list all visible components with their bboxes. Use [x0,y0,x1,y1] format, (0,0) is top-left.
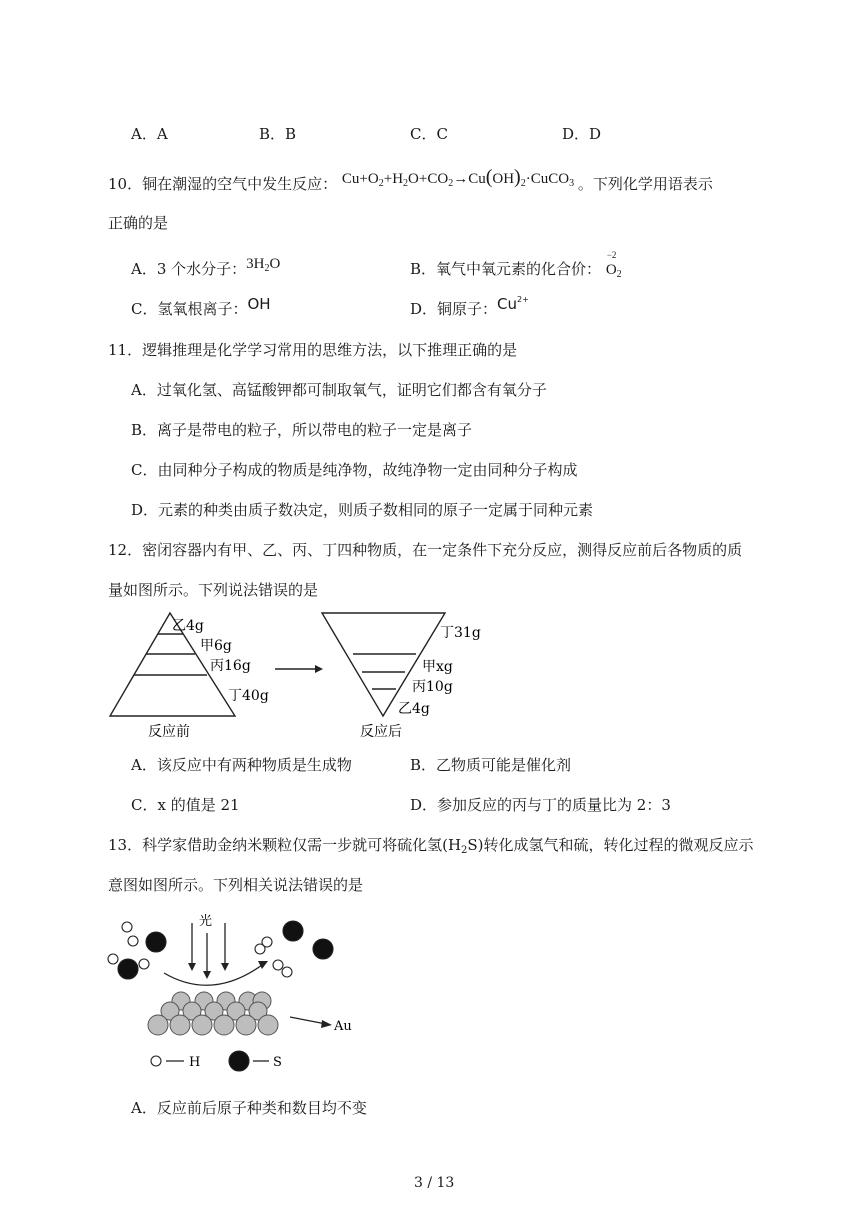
after-label-ding: 丁31g [440,625,481,641]
q11-option-c: C．由同种分子构成的物质是纯净物，故纯净物一定由同种分子构成 [131,461,578,479]
q13-reaction-diagram [100,905,380,1077]
q10-stem-suffix: 。下列化学用语表示 [577,175,713,193]
light-label: 光 [199,914,213,929]
q12-option-a: A．该反应中有两种物质是生成物 [131,756,352,774]
q11-option-b: B．离子是带电的粒子，所以带电的粒子一定是离子 [131,421,473,439]
q10-option-b: B．氧气中氧元素的化合价： −2 $O_2$ [410,250,622,280]
q12-stem-line1: 12．密闭容器内有甲、乙、丙、丁四种物质，在一定条件下充分反应，测得反应前后各物质的质 [108,541,743,559]
q13-option-a: A．反应前后原子种类和数目均不变 [131,1099,367,1117]
before-label-bing: 丙16g [210,658,251,674]
after-label-jia: 甲xg [422,659,453,675]
light-arrows [188,923,229,979]
svg-text:H: H [189,1055,201,1070]
q10-stem-prefix: 铜在潮湿的空气中发生反应： [142,175,338,193]
before-label-jia: 甲6g [200,638,232,654]
after-label-yi: 乙4g [398,701,430,717]
q10-equation: $Cu+O_2+H_2O+CO_2\to Cu(OH)_2\cdot CuCO_3$ [341,166,575,189]
q12-mass-diagram [100,605,500,745]
legend-h [151,1055,200,1070]
page-number: 3 / 13 [414,1175,455,1191]
q12-stem-line2: 量如图所示。下列说法错误的是 [108,581,319,599]
after-caption: 反应后 [360,724,402,740]
q9-option-b: B．B [259,125,297,143]
svg-text:S: S [273,1055,282,1070]
q9-option-d: D．D [562,125,602,143]
q10-stem-line1 [108,166,713,195]
q12-option-d: D．参加反应的丙与丁的质量比为 2：3 [410,796,671,814]
q12-option-c: C．x 的值是 21 [131,796,240,814]
q9-option-c: C．C [410,125,448,143]
q10-option-c: C．氢氧根离子：OH [131,295,271,318]
au-pointer [290,1017,332,1028]
q10-option-d: D．铜原子：$Cu^{2+}$ [410,295,529,318]
after-label-bing: 丙10g [412,679,453,695]
h2s-molecules [108,922,166,979]
q13-stem-line2: 意图如图所示。下列相关说法错误的是 [108,876,364,894]
legend-s [229,1051,282,1071]
gold-cluster [148,992,278,1035]
q11-stem: 11．逻辑推理是化学学习常用的思维方法，以下推理正确的是 [108,341,518,359]
q12-option-b: B．乙物质可能是催化剂 [410,756,572,774]
curved-arrow [164,961,268,985]
before-label-ding: 丁40g [228,688,269,704]
q9-option-a: A．A [131,125,168,143]
au-label: Au [334,1019,352,1034]
before-label-yi: 乙4g [172,618,204,634]
q10-number: 10． [108,175,143,193]
reaction-arrow [275,665,323,673]
q10-option-a: A．3 个水分子：$3H_2O$ [131,256,281,278]
q13-stem-line1: 13．科学家借助金纳米颗粒仅需一步就可将硫化氢$(H_2S)$转化成氢气和硫，转化过程的微观反应示 [108,836,754,856]
q11-option-a: A．过氧化氢、高锰酸钾都可制取氧气，证明它们都含有氧分子 [131,381,547,399]
before-caption: 反应前 [148,724,190,740]
q10-stem-line2: 正确的是 [108,214,169,232]
products [255,921,333,977]
q11-option-d: D．元素的种类由质子数决定，则质子数相同的原子一定属于同种元素 [131,501,594,519]
